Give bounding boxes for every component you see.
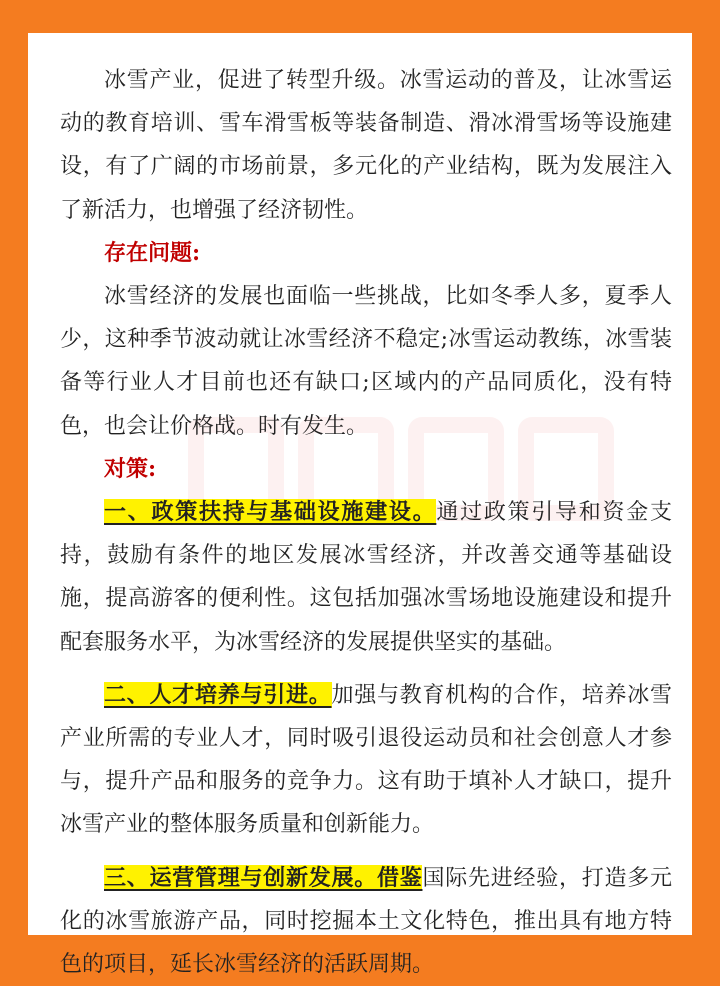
measure-3-title: 三、运营管理与创新发展。借鉴 <box>104 864 423 891</box>
document-card <box>28 33 692 978</box>
document-body <box>60 59 672 986</box>
problems-text: 冰雪经济的发展也面临一些挑战，比如冬季人多，夏季人少，这种季节波动就让冰雪经济不稳定;冰雪运动教练，冰雪装备等行业人才目前也还有缺口;区域内的产品同质化，没有特色，也会让价格战。时有发生。 <box>60 284 672 439</box>
measure-item-1 <box>60 491 672 664</box>
measure-item-2 <box>60 674 672 847</box>
measure-1-text: 通过政策引导和资金支持，鼓励有条件的地区发展冰雪经济，并改善交通等基础设施，提高游客的便利性。这包括加强冰雪场地设施建设和提升配套服务水平，为冰雪经济的发展提供坚实的基础。 <box>60 500 672 655</box>
measures-heading: 对策: <box>104 455 157 482</box>
measure-2-text: 加强与教育机构的合作，培养冰雪产业所需的专业人才，同时吸引退役运动员和社会创意人才参与，提升产品和服务的竞争力。这有助于填补人才缺口，提升冰雪产业的整体服务质量和创新能力。 <box>60 682 672 838</box>
measure-2-title: 二、人才培养与引进。 <box>104 681 332 708</box>
problems-heading: 存在问题: <box>104 239 201 266</box>
paragraph-industry: 冰雪产业，促进了转型升级。冰雪运动的普及，让冰雪运动的教育培训、雪车滑雪板等装备制造、滑冰滑雪场等设施建设，有了广阔的市场前景，多元化的产业结构，既为发展注入了新活力，也增强了经济韧性。 <box>60 68 672 223</box>
measure-1-title: 一、政策扶持与基础设施建设。 <box>104 499 437 526</box>
measure-item-3 <box>60 857 672 986</box>
measure-3-text: 国际先进经验，打造多元化的冰雪旅游产品，同时挖掘本土文化特色，推出具有地方特色的项目，延长冰雪经济的活跃周期。 <box>60 865 672 978</box>
